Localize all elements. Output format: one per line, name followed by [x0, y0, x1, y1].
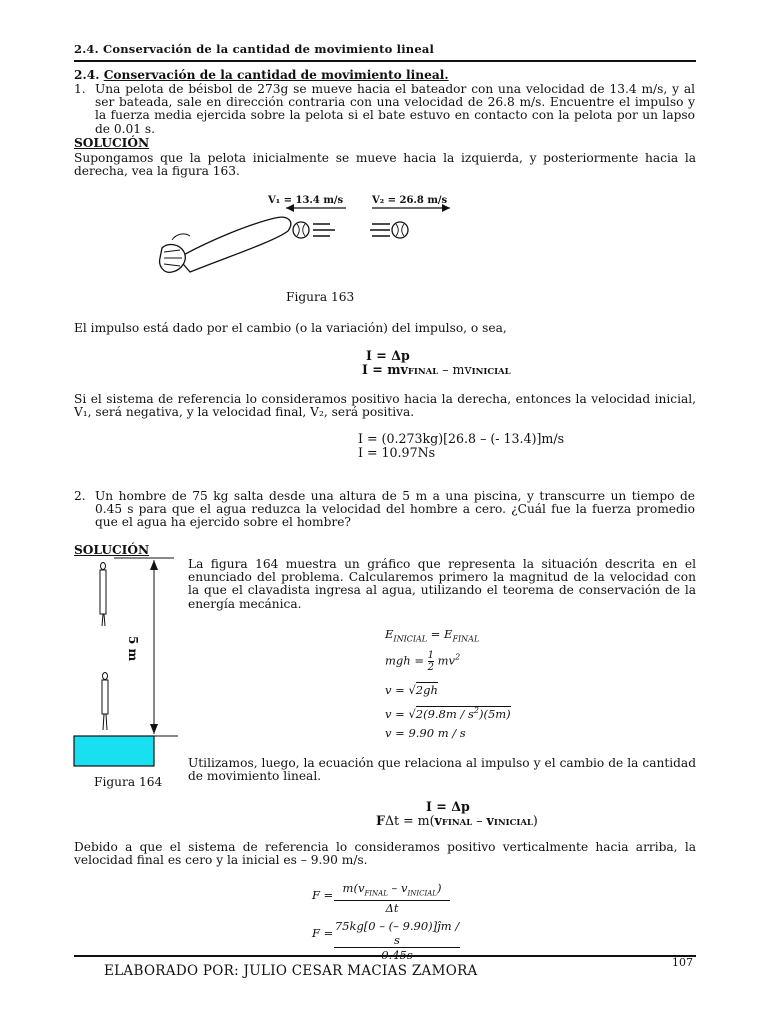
motion-lines-2 [370, 224, 390, 236]
figure-164 [74, 554, 184, 770]
fig164-height-label: 5 m [126, 636, 140, 662]
diver-top [100, 563, 106, 627]
footer-rule [74, 955, 696, 957]
eq-impulse-1: I = Δp [366, 348, 410, 363]
solution1-label: SOLUCIÓN [74, 136, 150, 150]
bat-shape [178, 217, 291, 272]
fig164-description: La figura 164 muestra un gráfico que representa la situación descrita en el enunciado del problema. Calcularemos primero la magnitud de la velocidad con la que el clavadista ingresa al agua, utilizando el teorema de conservación de la energía mecánica. [188, 557, 696, 611]
fig163-v1-label: V₁ = 13.4 m/s [268, 195, 344, 206]
energy-eq-1: $E_{INICIAL} = E_{FINAL}$ [385, 627, 480, 644]
eq2-impulse-1: I = Δp [426, 799, 470, 814]
problem2-text: Un hombre de 75 kg salta desde una altura de 5 m a una piscina, y transcurre un tiempo de 0.45 s para que el agua reduzca la velocidad del hombre a cero. ¿Cuál fue la fuerza promedio que el agua ha ejercido sobre el hombre? [95, 489, 695, 530]
problem1-number: 1. [74, 82, 86, 96]
energy-eq-5: v = 9.90 m / s [385, 726, 466, 740]
height-arrow-down-icon [150, 724, 158, 734]
impulse-text-2: Utilizamos, luego, la ecuación que relaciona al impulso y el cambio de la cantidad de movimiento lineal. [188, 756, 696, 784]
motion-lines-1 [313, 224, 335, 236]
eq2-impulse-2: FΔt = m(vFINAL – vINICIAL) [376, 813, 538, 828]
footer-author: ELABORADO POR: JULIO CESAR MACIAS ZAMORA [104, 963, 478, 979]
reference-text-2: Debido a que el sistema de referencia lo consideramos positivo verticalmente hacia arriba, la velocidad final es cero y la inicial es – 9.90 m/s. [74, 840, 696, 868]
header-rule [74, 60, 696, 62]
ball-2 [392, 222, 408, 238]
reference-text-1: Si el sistema de referencia lo consideramos positivo hacia la derecha, entonces la velocidad inicial, V₁, será negativa, y la velocidad final, V₂, será positiva. [74, 392, 696, 420]
height-arrow-up-icon [150, 560, 158, 570]
energy-eq-4: $v = √2(9.8m / s^2)(5m)$ [385, 706, 511, 721]
eq-impulse-2: I = mvFINAL – mvINICIAL [362, 362, 511, 377]
solution2-label: SOLUCIÓN [74, 543, 150, 557]
energy-eq-2: mgh = $\frac{1}{2}$ $mv^2$ [385, 650, 461, 673]
running-header: 2.4. Conservación de la cantidad de movimiento lineal [74, 42, 435, 56]
eq-impulse-4: I = 10.97Ns [358, 445, 436, 460]
fig164-caption: Figura 164 [94, 775, 163, 789]
solution1-intro: Supongamos que la pelota inicialmente se mueve hacia la izquierda, y posteriormente hacia la derecha, vea la figura 163. [74, 151, 696, 179]
force-eq-1-lhs: F = [312, 888, 334, 902]
wrist-line [172, 234, 190, 240]
ball-1 [293, 222, 309, 238]
force-eq-1-fraction: $m(v_{FINAL} - v_{INICIAL})$ Δt [334, 881, 450, 915]
energy-eq-3: v = √2gh [385, 683, 438, 697]
section-title-text: Conservación de la cantidad de movimiento lineal. [103, 68, 449, 82]
page-number: 107 [672, 956, 693, 969]
diver-bottom [102, 673, 108, 731]
problem2-number: 2. [74, 489, 86, 503]
force-eq-2-lhs: F = [312, 926, 334, 940]
fig163-v2-label: V₂ = 26.8 m/s [372, 195, 448, 206]
pool-water [74, 736, 154, 766]
force-eq-2-fraction: 75kg[0 – (– 9.90)]ĵm / s 0.45s [334, 919, 460, 962]
section-title: 2.4. Conservación de la cantidad de movimiento lineal. [74, 68, 449, 82]
problem1-text: Una pelota de béisbol de 273g se mueve hacia el bateador con una velocidad de 13.4 m/s, y al ser bateada, sale en dirección contraria con una velocidad de 26.8 m/s. Encuentre el impulso y la fuerza media ejercida sobre la pelota si el bate estuvo en contacto con la pelota por un lapso de 0.01 s. [95, 82, 695, 136]
eq-impulse-3: I = (0.273kg)[26.8 – (- 13.4)]m/s [358, 431, 565, 446]
impulse-text-1: El impulso está dado por el cambio (o la variación) del impulso, o sea, [74, 321, 507, 335]
fig163-caption: Figura 163 [286, 290, 355, 304]
